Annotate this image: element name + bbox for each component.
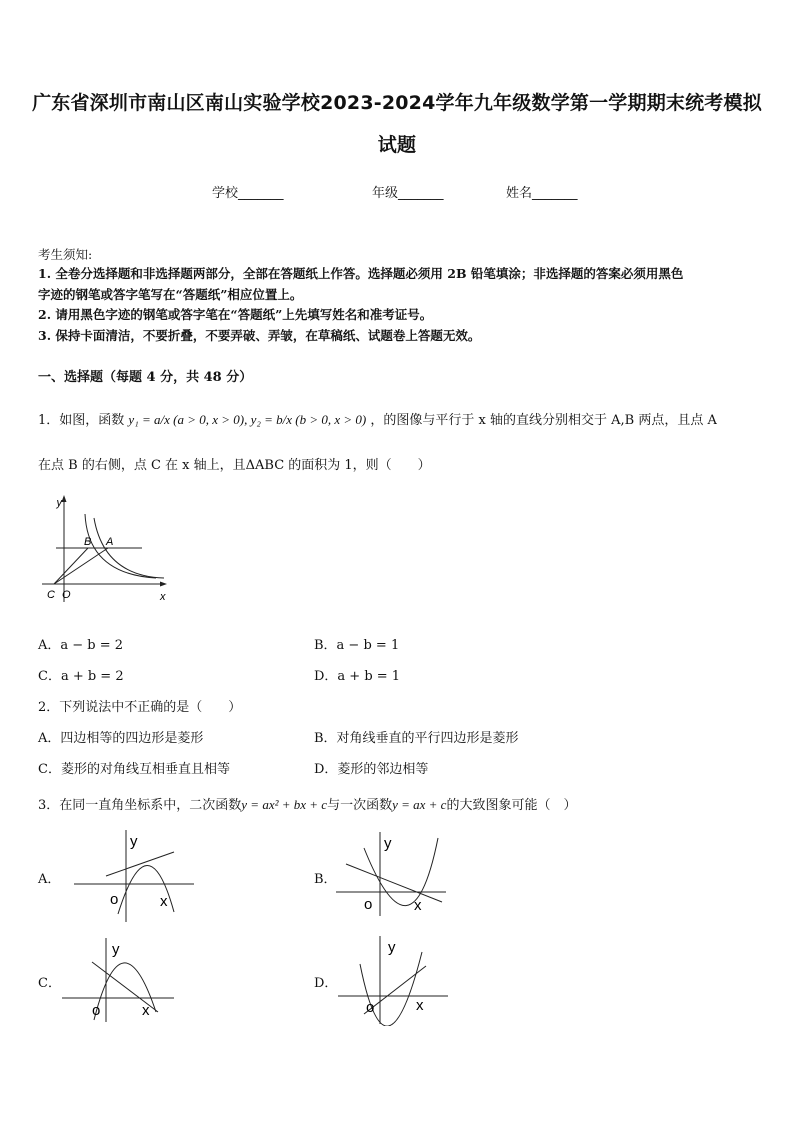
q1-label-o: O — [62, 589, 71, 601]
q1-label-y: y — [56, 497, 62, 509]
notice-item-1: 1. 全卷分选择题和非选择题两部分，全部在答题纸上作答。选择题必须用 2B 铅笔填涂；非选择题的答案必须用黑色 — [38, 266, 684, 281]
grade-field: 年级_______ — [372, 186, 444, 201]
q3-graph-c[interactable] — [60, 936, 180, 1024]
graph-c-origin-label: o — [92, 1002, 101, 1019]
graph-b-y-label: y — [384, 835, 392, 852]
q2-option-c[interactable]: C．菱形的对角线互相垂直且相等 — [38, 762, 230, 777]
q1-segment-ca — [54, 548, 108, 584]
q2-option-b[interactable]: B．对角线垂直的平行四边形是菱形 — [314, 731, 519, 746]
q1-stem-line2: 在点 B 的右侧，点 C 在 x 轴上，且ΔABC 的面积为 1，则（ ） — [38, 458, 431, 473]
notice-heading: 考生须知: — [38, 247, 93, 262]
q1-x-arrow — [160, 582, 167, 587]
q1-label-c: C — [47, 589, 55, 601]
graph-a-line — [106, 852, 174, 876]
graph-d-y-label: y — [388, 939, 396, 956]
q2-option-a[interactable]: A．四边相等的四边形是菱形 — [38, 731, 204, 746]
q1-number: 1．如图，函数 — [38, 413, 125, 428]
q3-graph-d[interactable] — [336, 934, 452, 1026]
q3-formula-quadratic: y = ax² + bx + c — [241, 797, 328, 812]
q3-stem — [38, 794, 576, 813]
page-title-cont: 试题 — [377, 134, 417, 156]
graph-c-x-label: x — [142, 1002, 150, 1019]
q1-label-x: x — [160, 591, 166, 603]
q1-label-b: B — [84, 536, 92, 548]
q3-option-d-label[interactable]: D． — [314, 976, 338, 991]
q3-graph-a[interactable] — [70, 826, 198, 924]
school-field: 学校_______ — [212, 186, 284, 201]
q1-formula: y₁ = a/x (a > 0, x > 0), y₂ = b/x (b > 0, x > 0) — [128, 412, 367, 427]
graph-b-parabola — [364, 838, 438, 906]
q1-option-b[interactable]: B．a − b = 1 — [314, 638, 400, 653]
q3-formula-linear: y = ax + c — [392, 797, 447, 812]
q1-label-a: A — [106, 536, 114, 548]
notice-item-1-cont: 字迹的钢笔或答字笔写在“答题纸”相应位置上。 — [38, 287, 303, 302]
graph-b-line — [346, 864, 442, 902]
q1-stem-line1 — [38, 410, 717, 431]
q1-segment-cb — [54, 548, 88, 584]
q1-stem-text: ，的图像与平行于 x 轴的直线分别相交于 A,B 两点，且点 A — [370, 413, 717, 428]
q1-option-c[interactable]: C．a + b = 2 — [38, 669, 124, 684]
graph-d-x-label: x — [416, 997, 424, 1014]
q1-y-arrow — [62, 495, 67, 502]
graph-b-x-label: x — [414, 897, 422, 914]
q1-option-d[interactable]: D．a + b = 1 — [314, 669, 401, 684]
graph-b-origin-label: o — [364, 896, 373, 913]
graph-d-origin-label: o — [366, 999, 375, 1016]
section-heading: 一、选择题（每题 4 分，共 48 分） — [38, 370, 253, 385]
q2-stem: 2．下列说法中不正确的是（ ） — [38, 700, 242, 715]
graph-a-x-label: x — [160, 893, 168, 910]
graph-a-origin-label: o — [110, 891, 119, 908]
q3-stem-a: 3．在同一直角坐标系中，二次函数 — [38, 798, 242, 813]
q2-option-d[interactable]: D．菱形的邻边相等 — [314, 762, 429, 777]
name-field: 姓名_______ — [506, 186, 578, 201]
q1-curve-y2 — [85, 514, 156, 578]
graph-c-y-label: y — [112, 941, 120, 958]
q1-option-a[interactable]: A．a − b = 2 — [38, 638, 124, 653]
q3-option-b-label[interactable]: B． — [314, 872, 337, 887]
q3-option-a-label[interactable]: A． — [38, 872, 61, 887]
notice-item-2: 2. 请用黑色字迹的钢笔或答字笔在“答题纸”上先填写姓名和准考证号。 — [38, 307, 433, 322]
q3-stem-b: 与一次函数 — [327, 798, 393, 813]
q3-graph-b[interactable] — [334, 830, 450, 920]
graph-a-y-label: y — [130, 833, 138, 850]
q3-option-c-label[interactable]: C． — [38, 976, 61, 991]
page-title: 广东省深圳市南山区南山实验学校2023-2024学年九年级数学第一学期期末统考模拟 — [32, 92, 762, 114]
q3-stem-c: 的大致图象可能（ ） — [446, 798, 577, 813]
q1-figure — [38, 492, 168, 604]
notice-item-3: 3. 保持卡面清洁，不要折叠，不要弄破、弄皱，在草稿纸、试题卷上答题无效。 — [38, 328, 481, 343]
